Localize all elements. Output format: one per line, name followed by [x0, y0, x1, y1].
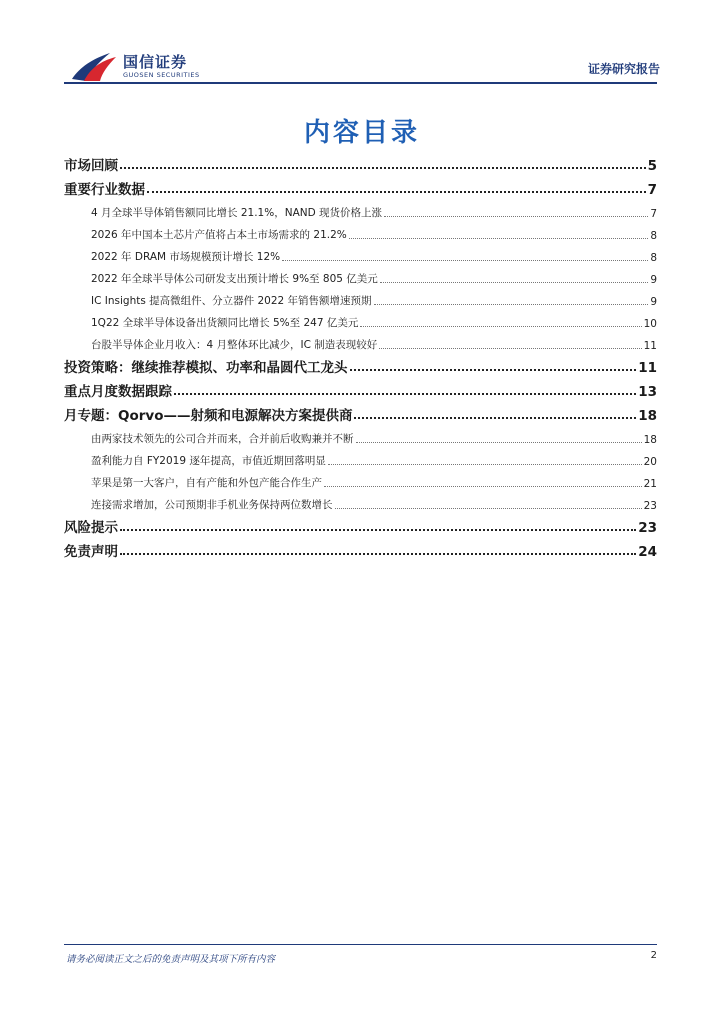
- toc-dot-leader: [120, 167, 646, 169]
- page-title: 内容目录: [303, 118, 420, 148]
- toc-entry-level1[interactable]: [64, 512, 657, 536]
- toc-entry-page: 8: [650, 252, 657, 264]
- toc-dot-leader: [374, 304, 649, 305]
- guosen-logo: [70, 49, 210, 83]
- toc-entry-page: 24: [638, 544, 657, 560]
- toc-dot-leader: [120, 529, 636, 531]
- toc-entry-label: 4 月全球半导体销售额同比增长 21.1%，NAND 现货价格上涨: [91, 207, 383, 219]
- toc-entry-label: IC Insights 提高微组件、分立器件 2022 年销售额增速预期: [91, 295, 372, 307]
- toc-entry-level2[interactable]: [64, 264, 657, 286]
- toc-entry-label: 1Q22 全球半导体设备出货额同比增长 5%至 247 亿美元: [91, 317, 359, 329]
- toc-dot-leader: [147, 191, 646, 193]
- toc-dot-leader: [356, 442, 642, 443]
- toc-entry-page: 8: [650, 230, 657, 242]
- page-number: 2: [650, 950, 657, 961]
- toc-entry-level2[interactable]: [64, 330, 657, 352]
- toc-entry-level2[interactable]: [64, 308, 657, 330]
- toc-entry-level2[interactable]: [64, 424, 657, 446]
- toc-dot-leader: [335, 508, 642, 509]
- toc-entry-label: 连接需求增加，公司预期非手机业务保持两位数增长: [91, 499, 333, 511]
- toc-entry-label: 重点月度数据跟踪: [64, 384, 172, 400]
- toc-dot-leader: [328, 464, 642, 465]
- toc-dot-leader: [324, 486, 642, 487]
- toc-entry-label: 重要行业数据: [64, 182, 145, 198]
- toc-entry-level1[interactable]: [64, 376, 657, 400]
- toc-entry-page: 23: [638, 520, 657, 536]
- toc-entry-page: 20: [643, 456, 657, 468]
- toc-entry-level1[interactable]: [64, 174, 657, 198]
- toc-dot-leader: [349, 238, 649, 239]
- table-of-contents: [64, 150, 657, 560]
- toc-dot-leader: [360, 326, 641, 327]
- toc-entry-page: 10: [643, 318, 657, 330]
- toc-entry-level2[interactable]: [64, 242, 657, 264]
- toc-entry-label: 由两家技术领先的公司合并而来，合并前后收购兼并不断: [91, 433, 354, 445]
- toc-entry-page: 18: [643, 434, 657, 446]
- toc-entry-label: 苹果是第一大客户，自有产能和外包产能合作生产: [91, 477, 322, 489]
- toc-entry-label: 盈利能力自 FY2019 逐年提高，市值近期回落明显: [91, 455, 326, 467]
- toc-entry-label: 2026 年中国本土芯片产值将占本土市场需求的 21.2%: [91, 229, 347, 241]
- toc-entry-page: 7: [650, 208, 657, 220]
- toc-entry-page: 23: [643, 500, 657, 512]
- report-type-label: 证券研究报告: [587, 62, 660, 76]
- toc-entry-label: 2022 年全球半导体公司研发支出预计增长 9%至 805 亿美元: [91, 273, 378, 285]
- toc-entry-label: 免责声明: [64, 544, 118, 560]
- toc-entry-level2[interactable]: [64, 446, 657, 468]
- toc-entry-level2[interactable]: [64, 198, 657, 220]
- toc-entry-level1[interactable]: [64, 150, 657, 174]
- toc-entry-level1[interactable]: [64, 400, 657, 424]
- guosen-logo-mark-icon: [70, 49, 118, 83]
- toc-dot-leader: [120, 553, 636, 555]
- toc-entry-level2[interactable]: [64, 468, 657, 490]
- toc-dot-leader: [174, 393, 636, 395]
- toc-entry-page: 11: [643, 340, 657, 352]
- header-divider: [64, 82, 657, 84]
- toc-entry-label: 2022 年 DRAM 市场规模预计增长 12%: [91, 251, 281, 263]
- toc-entry-level2[interactable]: [64, 220, 657, 242]
- toc-dot-leader: [282, 260, 648, 261]
- toc-entry-label: 月专题：Qorvo——射频和电源解决方案提供商: [64, 408, 353, 424]
- toc-entry-level1[interactable]: [64, 352, 657, 376]
- toc-entry-page: 11: [638, 360, 657, 376]
- toc-entry-level2[interactable]: [64, 286, 657, 308]
- footer-divider: [64, 944, 657, 945]
- toc-entry-page: 9: [650, 296, 657, 308]
- toc-entry-label: 台股半导体企业月收入：4 月整体环比减少，IC 制造表现较好: [91, 339, 378, 351]
- page-header: [0, 0, 724, 85]
- toc-dot-leader: [354, 417, 636, 419]
- footer-disclaimer: 请务必阅读正文之后的免责声明及其项下所有内容: [66, 954, 276, 965]
- toc-entry-page: 18: [638, 408, 657, 424]
- toc-dot-leader: [379, 348, 641, 349]
- toc-entry-page: 21: [643, 478, 657, 490]
- toc-entry-page: 7: [647, 182, 657, 198]
- toc-entry-label: 投资策略：继续推荐模拟、功率和晶圆代工龙头: [64, 360, 348, 376]
- toc-entry-label: 风险提示: [64, 520, 118, 536]
- logo-english-name: GUOSEN SECURITIES: [123, 71, 200, 79]
- toc-dot-leader: [384, 216, 648, 217]
- toc-entry-page: 5: [647, 158, 657, 174]
- toc-entry-level2[interactable]: [64, 490, 657, 512]
- toc-entry-page: 13: [638, 384, 657, 400]
- toc-dot-leader: [350, 369, 637, 371]
- toc-entry-level1[interactable]: [64, 536, 657, 560]
- logo-chinese-name: 国信证券: [123, 53, 188, 71]
- toc-entry-page: 9: [650, 274, 657, 286]
- toc-dot-leader: [380, 282, 649, 283]
- toc-entry-label: 市场回顾: [64, 158, 118, 174]
